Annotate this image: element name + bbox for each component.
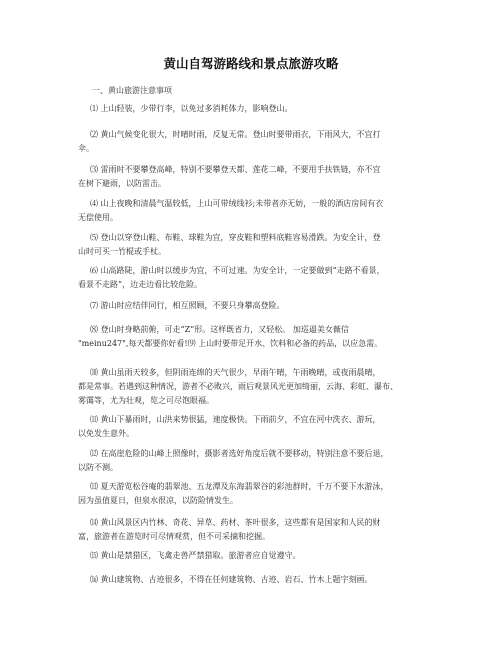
- note-item: [78, 299, 430, 313]
- note-line: 无偿使用。: [78, 212, 118, 222]
- note-item: [78, 163, 430, 191]
- note-line: 富，旅游者在游览时可尽情观赏，但不可采摘和挖掘。: [78, 531, 270, 541]
- note-line: ⑻ 登山时身略前俯，可走“Z”形。这样既省力，又轻松。 加巡逼美女薇信: [90, 325, 349, 334]
- note-line: 在树下避雨，以防雷击。: [78, 178, 166, 188]
- note-line: ⒁ 黄山风景区内竹林、奇花、异草、药材、茶叶很多，这些都有是国家和人民的财: [90, 518, 381, 527]
- note-line: 看景不走路”，边走边看比较危险。: [78, 279, 203, 289]
- note-item: [78, 413, 430, 441]
- note-line: "meinu247",每天都要你好看!⑼ 上山时要带足开水、饮料和必备的药品，以应急需。: [78, 338, 383, 348]
- note-item: [78, 264, 430, 292]
- note-line: ⑾ 黄山下暴雨时，山洪来势很猛，速度极快。下雨前夕，不宜在河中洗衣、游玩，: [90, 415, 381, 424]
- note-line: 山时可买一竹棍或手杖。: [78, 246, 166, 256]
- note-line: ⑹ 山高路陡，游山时以缓步为宜，不可过速。为安全计，一定要做到“走路不看景，: [90, 266, 385, 275]
- note-line: 伞。: [78, 143, 94, 153]
- note-item: [78, 102, 430, 116]
- note-line: ⒃ 黄山建筑物、古迹很多，不得在任何建筑物、古迹、岩石、竹木上题字刻画。: [90, 575, 373, 584]
- note-line: 因为虽值夏日，但泉水很凉，以防险情发生。: [78, 495, 238, 505]
- note-line: ⑷ 山上夜晚和清晨气温较低，上山可带绒线衫;未带者亦无妨，一般的酒店房间有衣: [90, 199, 384, 208]
- note-line: ⒂ 黄山是禁猎区，飞禽走兽严禁猎取。旅游者应自觉遵守。: [90, 551, 301, 560]
- note-line: 以免发生意外。: [78, 428, 134, 438]
- note-line: ⑸ 登山以穿登山鞋、布鞋、球鞋为宜，穿皮鞋和塑料底鞋容易滑跌。为安全计，登: [90, 233, 381, 242]
- note-item: [78, 447, 430, 475]
- note-line: ⑿ 在高崖危险的山峰上照像时，摄影者选好角度后就不要移动，特别注意不要后退，: [90, 449, 389, 458]
- note-item: [78, 231, 430, 259]
- note-line: ⑵ 黄山气候变化很大，时晴时雨，反复无常。登山时要带雨衣，下雨风大，不宜打: [90, 130, 381, 139]
- note-line: ⑺ 游山时应结伴同行，相互照顾，不要只身攀高登险。: [90, 301, 285, 310]
- note-item: [78, 516, 430, 544]
- note-item: [78, 366, 430, 407]
- note-line: 以防不测。: [78, 462, 118, 472]
- note-line: ⑶ 雷雨时不要攀登高峰，特别不要攀登天都、莲花二峰，不要用手扶铁链，亦不宜: [90, 165, 381, 174]
- note-item: [78, 128, 430, 156]
- note-item: [78, 323, 430, 351]
- note-line: ⑽ 黄山虽雨天较多，但阴雨连绵的天气很少，早雨午晴，午雨晚晴，或夜雨晨晴，: [90, 368, 381, 377]
- note-item: [78, 573, 430, 587]
- note-line: 都是常事。若遇到这种情况，游者不必败兴，雨后观景风光更加绮丽，云海、彩虹、瀑布、: [78, 381, 398, 391]
- note-line: ⒀ 夏天游览松谷庵的翡翠池、五龙潭及东海翡翠谷的彩池群时，千万不要下水游泳，: [90, 482, 389, 491]
- section-heading: 一、黄山旅游注意事项: [92, 86, 172, 95]
- document-title: 黄山自驾游路线和景点旅游攻略: [163, 56, 339, 71]
- note-line: ⑴ 上山轻装，少带行李，以免过多消耗体力，影响登山。: [90, 104, 293, 113]
- note-line: 雾霭等，尤为壮观，览之可尽饱眼福。: [78, 395, 214, 405]
- note-item: [78, 480, 430, 508]
- note-item: [78, 197, 430, 225]
- note-item: [78, 549, 430, 563]
